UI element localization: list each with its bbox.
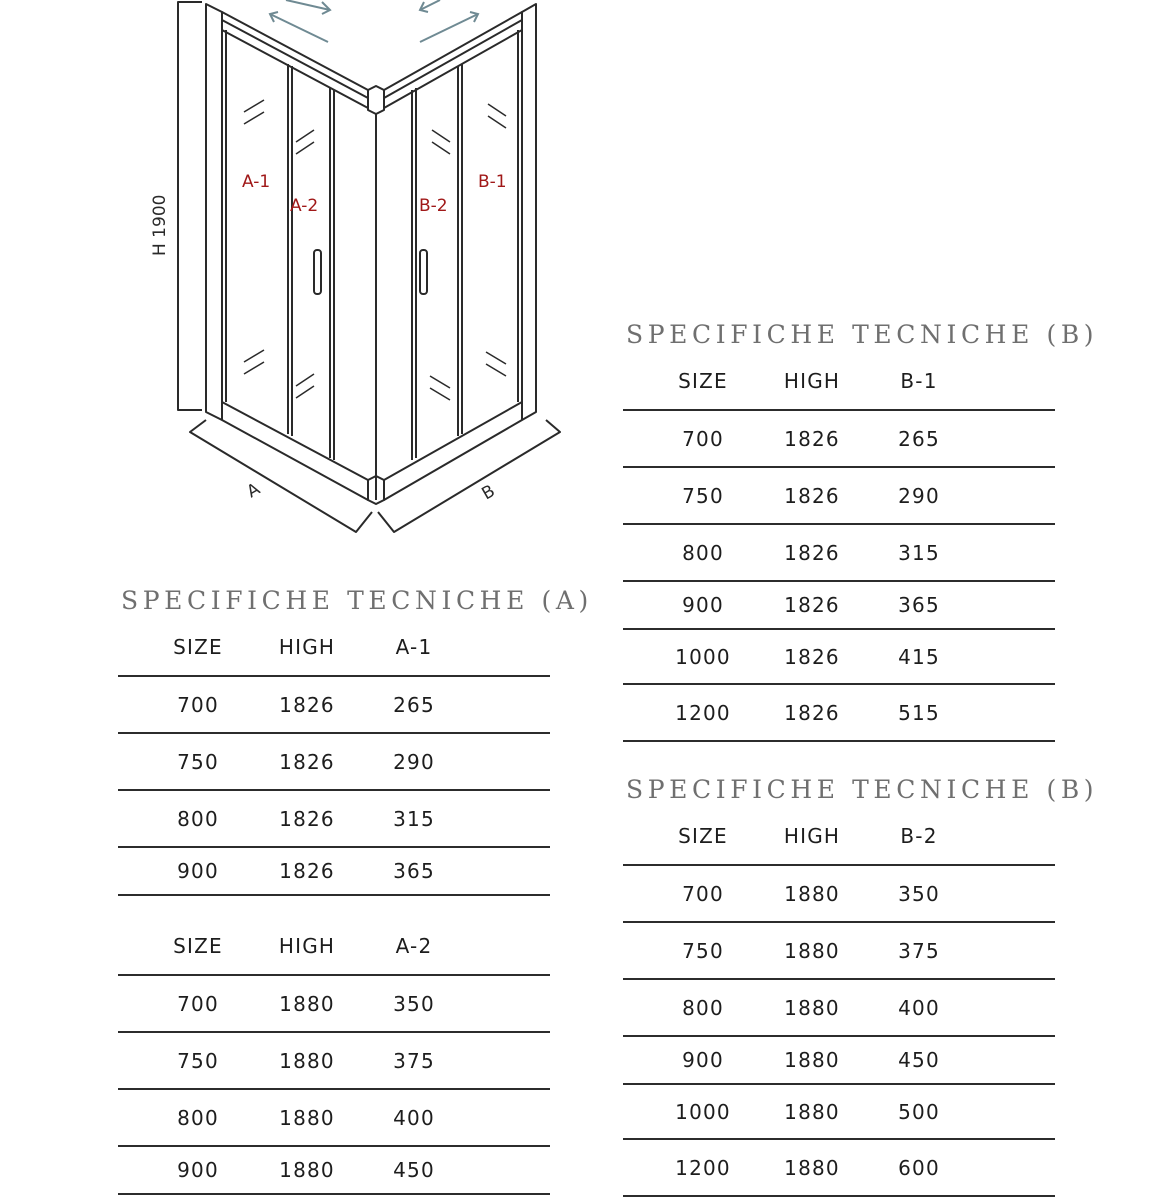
spec-table-b1 xyxy=(623,353,1055,742)
cell-panel: 350 xyxy=(393,991,435,1016)
table-row xyxy=(623,980,1055,1037)
cell-size: 750 xyxy=(177,749,219,774)
right-frame xyxy=(522,4,536,420)
cell-panel: 365 xyxy=(393,859,435,883)
table-row xyxy=(118,791,550,848)
table-header xyxy=(623,808,1055,866)
table-row xyxy=(118,976,550,1033)
cell-size: 1200 xyxy=(675,1155,731,1180)
cell-size: 750 xyxy=(682,938,724,963)
table-row xyxy=(623,923,1055,980)
side-label-a: A xyxy=(243,479,264,503)
cell-size: 750 xyxy=(177,1048,219,1073)
handle-right xyxy=(420,250,427,294)
cell-panel: 315 xyxy=(393,806,435,831)
cell-size: 750 xyxy=(682,483,724,508)
header-size: SIZE xyxy=(173,635,223,659)
panel-label-a2: A-2 xyxy=(290,196,319,216)
cell-panel: 450 xyxy=(898,1048,940,1072)
header-high: HIGH xyxy=(783,824,841,848)
cell-size: 700 xyxy=(177,692,219,717)
table-header xyxy=(623,353,1055,411)
cell-size: 800 xyxy=(177,1105,219,1130)
table-row xyxy=(118,1090,550,1147)
cell-size: 900 xyxy=(682,1048,724,1072)
table-row xyxy=(623,1140,1055,1197)
table-row xyxy=(118,1033,550,1090)
shower-enclosure-diagram xyxy=(0,0,600,560)
cell-high: 1826 xyxy=(784,700,840,725)
cell-panel: 265 xyxy=(898,426,940,451)
table-row xyxy=(623,1037,1055,1085)
cell-panel: 400 xyxy=(393,1105,435,1130)
header-panel: B-2 xyxy=(900,824,938,848)
cell-high: 1826 xyxy=(784,540,840,565)
cell-high: 1880 xyxy=(279,1158,335,1182)
handle-left xyxy=(314,250,321,294)
corner-post-top xyxy=(368,86,384,114)
table-row xyxy=(118,677,550,734)
header-panel: A-1 xyxy=(395,635,433,659)
slide-arrows xyxy=(270,0,478,42)
cell-panel: 290 xyxy=(898,483,940,508)
cell-high: 1826 xyxy=(784,483,840,508)
cell-size: 800 xyxy=(682,995,724,1020)
right-base xyxy=(384,402,522,500)
cell-high: 1826 xyxy=(279,692,335,717)
cell-size: 700 xyxy=(682,881,724,906)
panel-label-b1: B-1 xyxy=(478,172,507,192)
header-panel: B-1 xyxy=(900,369,938,393)
cell-high: 1880 xyxy=(279,1105,335,1130)
cell-high: 1826 xyxy=(784,644,840,669)
cell-size: 800 xyxy=(682,540,724,565)
spec-title-b2: SPECIFICHE TECNICHE (B) xyxy=(626,775,1099,804)
table-row xyxy=(623,866,1055,923)
cell-size: 1000 xyxy=(675,1099,731,1124)
table-row xyxy=(118,1147,550,1195)
table-header xyxy=(118,619,550,677)
cell-high: 1880 xyxy=(784,1155,840,1180)
cell-high: 1880 xyxy=(279,1048,335,1073)
cell-panel: 365 xyxy=(898,593,940,617)
spec-table-b2 xyxy=(623,808,1055,1197)
table-row xyxy=(118,734,550,791)
table-row xyxy=(623,685,1055,742)
cell-high: 1826 xyxy=(279,806,335,831)
cell-high: 1826 xyxy=(279,859,335,883)
table-header xyxy=(118,918,550,976)
cell-high: 1880 xyxy=(784,881,840,906)
header-size: SIZE xyxy=(678,824,728,848)
dimension-b xyxy=(378,420,560,532)
cell-panel: 515 xyxy=(898,700,940,725)
header-high: HIGH xyxy=(278,635,336,659)
cell-high: 1826 xyxy=(784,593,840,617)
cell-panel: 350 xyxy=(898,881,940,906)
header-high: HIGH xyxy=(278,934,336,958)
table-row xyxy=(623,525,1055,582)
cell-high: 1880 xyxy=(784,1048,840,1072)
cell-size: 800 xyxy=(177,806,219,831)
cell-high: 1826 xyxy=(784,426,840,451)
header-high: HIGH xyxy=(783,369,841,393)
spec-table-a2 xyxy=(118,918,550,1195)
table-row xyxy=(623,582,1055,630)
table-row xyxy=(623,630,1055,685)
cell-panel: 315 xyxy=(898,540,940,565)
spec-title-b1: SPECIFICHE TECNICHE (B) xyxy=(626,320,1099,349)
side-label-b: B xyxy=(478,481,499,505)
cell-panel: 400 xyxy=(898,995,940,1020)
cell-size: 700 xyxy=(682,426,724,451)
cell-size: 900 xyxy=(682,593,724,617)
table-row xyxy=(118,848,550,896)
cell-size: 1200 xyxy=(675,700,731,725)
cell-high: 1880 xyxy=(784,1099,840,1124)
panel-label-a1: A-1 xyxy=(242,172,271,192)
cell-panel: 265 xyxy=(393,692,435,717)
cell-panel: 375 xyxy=(898,938,940,963)
cell-panel: 375 xyxy=(393,1048,435,1073)
cell-panel: 415 xyxy=(898,644,940,669)
height-label: H 1900 xyxy=(150,194,170,256)
spec-title-a: SPECIFICHE TECNICHE (A) xyxy=(121,586,593,615)
panel-label-b2: B-2 xyxy=(419,196,448,216)
cell-high: 1880 xyxy=(279,991,335,1016)
cell-high: 1826 xyxy=(279,749,335,774)
header-size: SIZE xyxy=(173,934,223,958)
cell-panel: 450 xyxy=(393,1158,435,1182)
height-bracket xyxy=(178,2,202,410)
cell-size: 900 xyxy=(177,1158,219,1182)
table-row xyxy=(623,411,1055,468)
table-row xyxy=(623,1085,1055,1140)
cell-size: 700 xyxy=(177,991,219,1016)
header-size: SIZE xyxy=(678,369,728,393)
cell-high: 1880 xyxy=(784,995,840,1020)
header-panel: A-2 xyxy=(395,934,433,958)
cell-panel: 290 xyxy=(393,749,435,774)
cell-size: 1000 xyxy=(675,644,731,669)
table-row xyxy=(623,468,1055,525)
cell-size: 900 xyxy=(177,859,219,883)
left-frame xyxy=(206,4,222,420)
cell-panel: 600 xyxy=(898,1155,940,1180)
spec-table-a1 xyxy=(118,619,550,896)
cell-high: 1880 xyxy=(784,938,840,963)
cell-panel: 500 xyxy=(898,1099,940,1124)
dimension-a xyxy=(190,420,372,532)
